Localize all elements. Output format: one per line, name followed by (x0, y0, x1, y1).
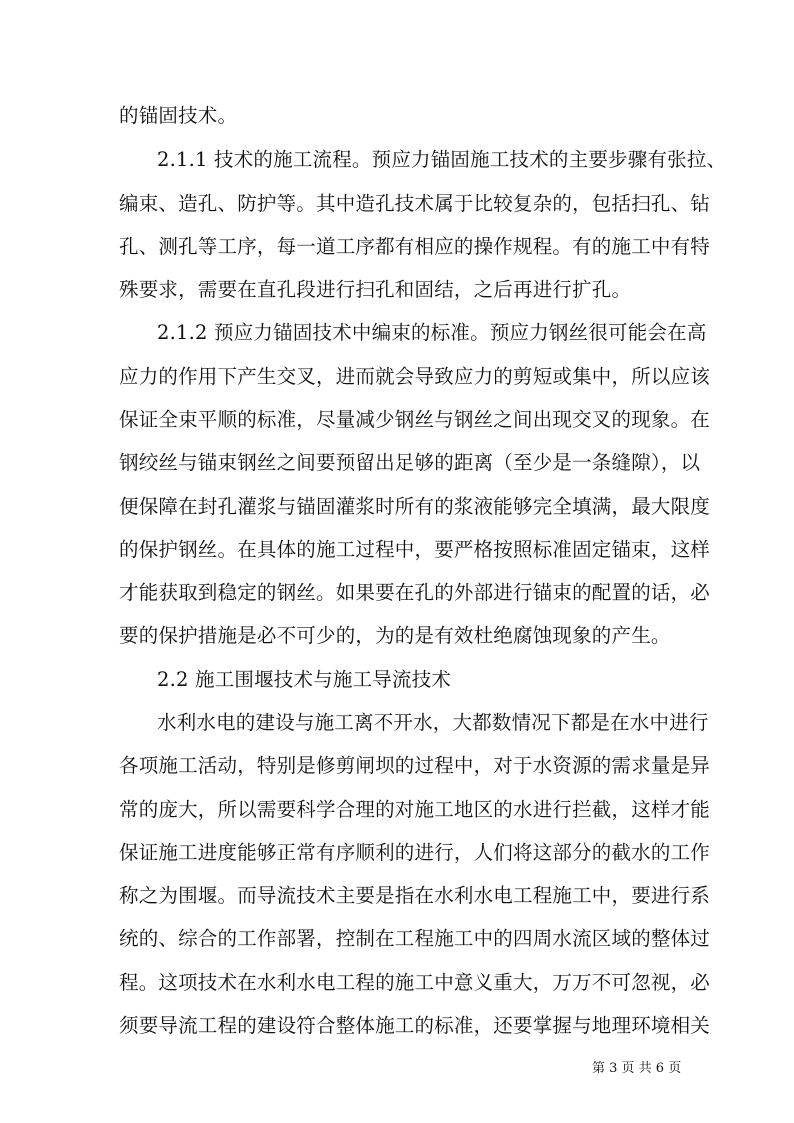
text-line: 的保护钢丝。在具体的施工过程中，要严格按照标准固定锚束，这样 (119, 538, 711, 561)
text-line: 须要导流工程的建设符合整体施工的标准，还要掌握与地理环境相关 (119, 1014, 711, 1037)
text-line: 的锚固技术。 (119, 104, 238, 127)
text-line: 统的、综合的工作部署，控制在工程施工中的四周水流区域的整体过 (119, 927, 711, 950)
section-heading-2-1-2: 2.1.2 预应力锚固技术中编束的标准。预应力钢丝很可能会在高 (157, 321, 707, 344)
text-line: 孔、测孔等工序，每一道工序都有相应的操作规程。有的施工中有特 (119, 235, 711, 258)
text-line: 各项施工活动，特别是修剪闸坝的过程中，对于水资源的需求量是异 (119, 754, 711, 777)
text-line: 常的庞大，所以需要科学合理的对施工地区的水进行拦截，这样才能 (119, 798, 711, 821)
text-line: 应力的作用下产生交叉，进而就会导致应力的剪短或集中，所以应该 (119, 365, 711, 388)
text-line: 程。这项技术在水利水电工程的施工中意义重大，万万不可忽视，必 (119, 971, 711, 994)
text-line: 保证施工进度能够正常有序顺利的进行，人们将这部分的截水的工作 (119, 841, 711, 864)
section-heading-2-2: 2.2 施工围堰技术与施工导流技术 (157, 668, 452, 691)
text-line: 保证全束平顺的标准，尽量减少钢丝与钢丝之间出现交叉的现象。在 (119, 408, 711, 431)
section-heading-2-1-1: 2.1.1 技术的施工流程。预应力锚固施工技术的主要步骤有张拉、 (157, 148, 727, 171)
text-line: 便保障在封孔灌浆与锚固灌浆时所有的浆液能够完全填满，最大限度 (119, 495, 711, 518)
text-line: 编束、造孔、防护等。其中造孔技术属于比较复杂的，包括扫孔、钻 (119, 192, 711, 215)
text-line: 才能获取到稳定的钢丝。如果要在孔的外部进行锚束的配置的话，必 (119, 581, 711, 604)
text-line: 钢绞丝与锚束钢丝之间要预留出足够的距离（至少是一条缝隙），以 (119, 451, 701, 474)
paragraph-start: 水利水电的建设与施工离不开水，大都数情况下都是在水中进行 (157, 711, 709, 734)
text-line: 殊要求，需要在直孔段进行扫孔和固结，之后再进行扩孔。 (119, 278, 632, 301)
text-line: 要的保护措施是必不可少的，为的是有效杜绝腐蚀现象的产生。 (119, 624, 671, 647)
text-line: 称之为围堰。而导流技术主要是指在水利水电工程施工中，要进行系 (119, 884, 711, 907)
page-number: 第 3 页 共 6 页 (592, 1061, 682, 1076)
